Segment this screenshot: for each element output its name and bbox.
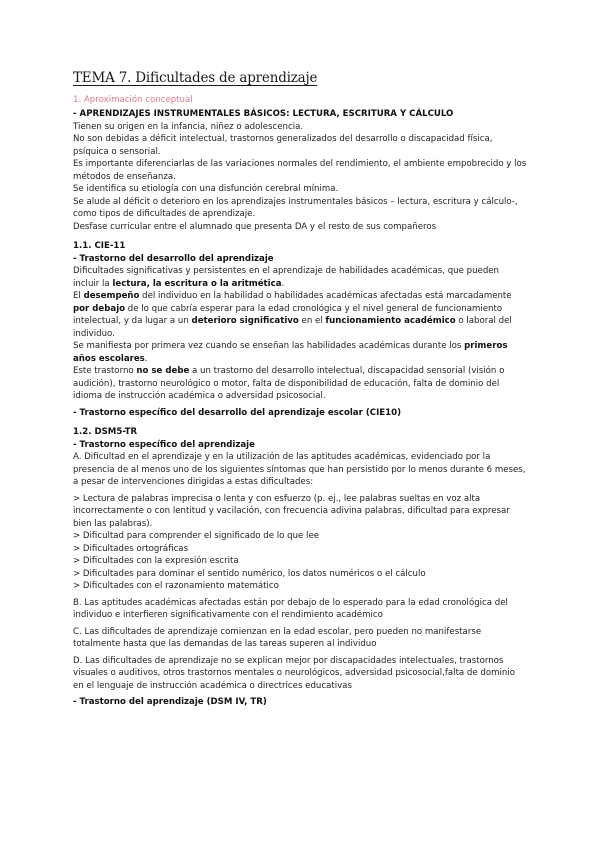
document-page: [73, 70, 528, 709]
subheading-trastorno-desarrollo: - Trastorno del desarrollo del aprendizaje: [73, 253, 274, 264]
paragraph: No son debidas a déficit intelectual, trastornos generalizados del desarrollo o discapacidad física, psíquica o sensorial.: [73, 134, 493, 157]
paragraph: El desempeño del individuo en la habilidad o habilidades académicas afectadas está marcadamente por debajo de lo que cabría esperar para la edad cronológica y el nivel general de funcionamiento intelectual, y da lugar a un deterioro significativo en el funcionamiento académico o laboral del individuo.: [73, 291, 512, 339]
paragraph: B. Las aptitudes académicas afectadas están por debajo de lo esperado para la edad cronológica del individuo e interfieren significativamente con el rendimiento académico: [73, 597, 508, 620]
list-item: > Dificultades ortográficas: [73, 543, 189, 554]
section-heading-cie11: 1.1. CIE-11: [73, 241, 126, 251]
list-item: > Dificultades con la expresión escrita: [73, 556, 239, 566]
list-item: > Dificultades con el razonamiento matemático: [73, 581, 279, 591]
subheading-aprendizajes: - APRENDIZAJES INSTRUMENTALES BÁSICOS: LECTURA, ESCRITURA Y CÁLCULO: [73, 109, 454, 119]
paragraph: D. Las dificultades de aprendizaje no se explican mejor por discapacidades intelectuales, trastornos visuales o auditivos, otros trastornos mentales o neurológicos, adversidad psicosocial,falta de dominio en el lenguaje de instrucción académica o directrices educativas: [73, 655, 515, 691]
paragraph: Es importante diferenciarlas de las variaciones normales del rendimiento, el ambiente empobrecido y los métodos de enseñanza.: [73, 159, 527, 182]
subheading-cie10: - Trastorno específico del desarrollo del aprendizaje escolar (CIE10): [73, 407, 402, 418]
paragraph: Este trastorno no se debe a un trastorno del desarrollo intelectual, discapacidad sensorial (visión o audición), trastorno neurológico o motor, falta de disponibilidad de educación, falta de dominio del idioma de instrucción académica o adversidad psicosocial.: [73, 366, 505, 401]
section-heading-dsm5: 1.2. DSM5-TR: [73, 427, 138, 437]
paragraph: A. Dificultad en el aprendizaje y en la utilización de las aptitudes académicas, evidenciado por la presencia de al menos uno de los siguientes síntomas que han persistido por lo menos durante 6 meses, a pesar de intervenciones dirigidas a estas dificultades:: [73, 452, 526, 487]
subheading-trastorno-especifico: - Trastorno específico del aprendizaje: [73, 439, 255, 450]
paragraph: Se identifica su etiología con una disfunción cerebral mínima.: [73, 184, 339, 194]
paragraph: Dificultades significativas y persistentes en el aprendizaje de habilidades académicas, que pueden incluir la lectura, la escritura o la aritmética.: [73, 266, 500, 289]
paragraph: Tienen su origen en la infancia, niñez o adolescencia.: [73, 121, 304, 132]
paragraph: Se alude al déficit o deterioro en los aprendizajes instrumentales básicos – lectura, escritura y cálculo-, como tipos de dificultades de aprendizaje.: [73, 196, 518, 219]
section-heading-aproximacion: 1. Aproximación conceptual: [73, 95, 193, 105]
document-title: TEMA 7. Dificultades de aprendizaje: [73, 70, 318, 86]
paragraph: Desfase curricular entre el alumnado que presenta DA y el resto de sus compañeros: [73, 221, 437, 232]
list-item: > Dificultad para comprender el significado de lo que lee: [73, 531, 320, 541]
subheading-dsm4: - Trastorno del aprendizaje (DSM IV, TR): [73, 697, 267, 707]
paragraph: C. Las dificultades de aprendizaje comienzan en la edad escolar, pero pueden no manifestarse totalmente hasta que las demandas de las tareas superen al individuo: [73, 626, 482, 649]
list-item: > Dificultades para dominar el sentido numérico, los datos numéricos o el cálculo: [73, 568, 426, 579]
paragraph: Se manifiesta por primera vez cuando se enseñan las habilidades académicas durante los primeros años escolares.: [73, 341, 508, 364]
list-item: > Lectura de palabras imprecisa o lenta y con esfuerzo (p. ej., lee palabras sueltas en voz alta incorrectamente o con lentitud y vacilación, con frecuencia adivina palabras, dificultad para expresar bien las palabras).: [73, 493, 510, 529]
